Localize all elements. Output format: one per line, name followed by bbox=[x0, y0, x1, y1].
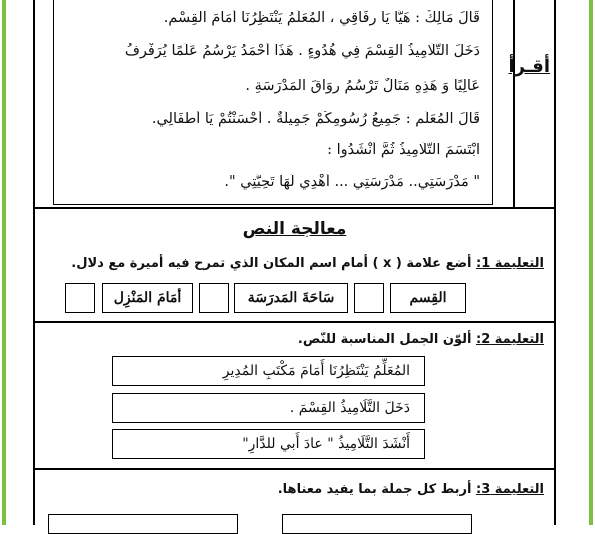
option-front-of-house: أمَامَ المَنْزِل bbox=[102, 283, 193, 313]
section-divider bbox=[35, 321, 554, 323]
reading-line: ابْتَسَمَ التَّلَامِيذُ ثُمَّ أَنْشَدُوا : bbox=[327, 142, 480, 158]
option-class: القِسم bbox=[390, 283, 466, 313]
section-divider bbox=[35, 468, 554, 470]
checkbox-schoolyard[interactable] bbox=[199, 283, 229, 313]
checkbox-front-of-house[interactable] bbox=[65, 283, 95, 313]
sentence-option[interactable]: دَخَلَ التَّلَامِيذُ القِسْمَ . bbox=[112, 393, 425, 423]
instruction-1 bbox=[71, 256, 544, 271]
instruction-2-label: التعليمة 2: bbox=[476, 332, 544, 347]
reading-label: أقـرأ bbox=[508, 56, 550, 77]
reading-line: عَالِيًا وَ هَذِهِ مَنَالٌ تَرْسُمُ رِوَاقَ المَدْرَسَةِ . bbox=[245, 78, 480, 94]
instruction-2 bbox=[298, 332, 544, 347]
reading-side-column bbox=[508, 0, 554, 208]
sentence-option[interactable]: المُعَلِّمُ يَنْتَظِرُنَا أَمَامَ مَكْتَبِ المُدِيرِ bbox=[112, 356, 425, 386]
instruction-3-text: أربط كل جملة بما يفيد معناها. bbox=[277, 482, 477, 497]
right-green-border bbox=[589, 0, 593, 525]
checkbox-class[interactable] bbox=[354, 283, 384, 313]
left-green-border bbox=[2, 0, 6, 525]
instruction-1-label: التعليمة 1: bbox=[476, 256, 544, 271]
match-box-right[interactable] bbox=[282, 514, 472, 534]
worksheet bbox=[33, 0, 556, 525]
sentence-option[interactable]: أَنْشَدَ التَّلَامِيذُ " عادَ أَبي للدَّارِ" bbox=[112, 429, 425, 459]
match-box-left[interactable] bbox=[48, 514, 238, 534]
reading-line: دَخَلَ التَّلَامِيذُ القِسْمَ فِي هُدُوءٍ . هَذَا أَحْمَدُ يَرْسُمُ عَلَمًا يُرَفْرِفُ bbox=[124, 43, 480, 59]
option-schoolyard: سَاحَةَ المَدرَسَة bbox=[234, 283, 348, 313]
reading-line: قَالَ المُعَلِّم : جَمِيعُ رُسُومِكُمْ جَمِيلَةٌ . أَحْسَنْتُمْ يَا أَطْفَالِي. bbox=[151, 111, 480, 127]
reading-text-box bbox=[53, 0, 493, 205]
instruction-1-text: أضع علامة ( x ) أمام اسم المكان الذي تمرح فيه أميرة مع دلال. bbox=[71, 256, 477, 271]
reading-line: " مَدْرَسَتِي.. مَدْرَسَتِي ... أُهْدِي لَهَا تَحِيَّتِي ". bbox=[224, 174, 480, 190]
instruction-3 bbox=[278, 482, 544, 497]
section-title: معالجة النص bbox=[242, 219, 347, 239]
instruction-3-label: التعليمة 3: bbox=[476, 482, 544, 497]
instruction-2-text: ألوّن الجمل المناسبة للنّص. bbox=[297, 332, 477, 347]
reading-line: قَالَ مَالِكٌ : هَيَّا يَا رِفَاقِي ، المُعَلِّمُ يَنْتَظِرُنَا أَمَامَ القِسْمِ. bbox=[163, 10, 480, 26]
section-divider bbox=[35, 207, 554, 209]
